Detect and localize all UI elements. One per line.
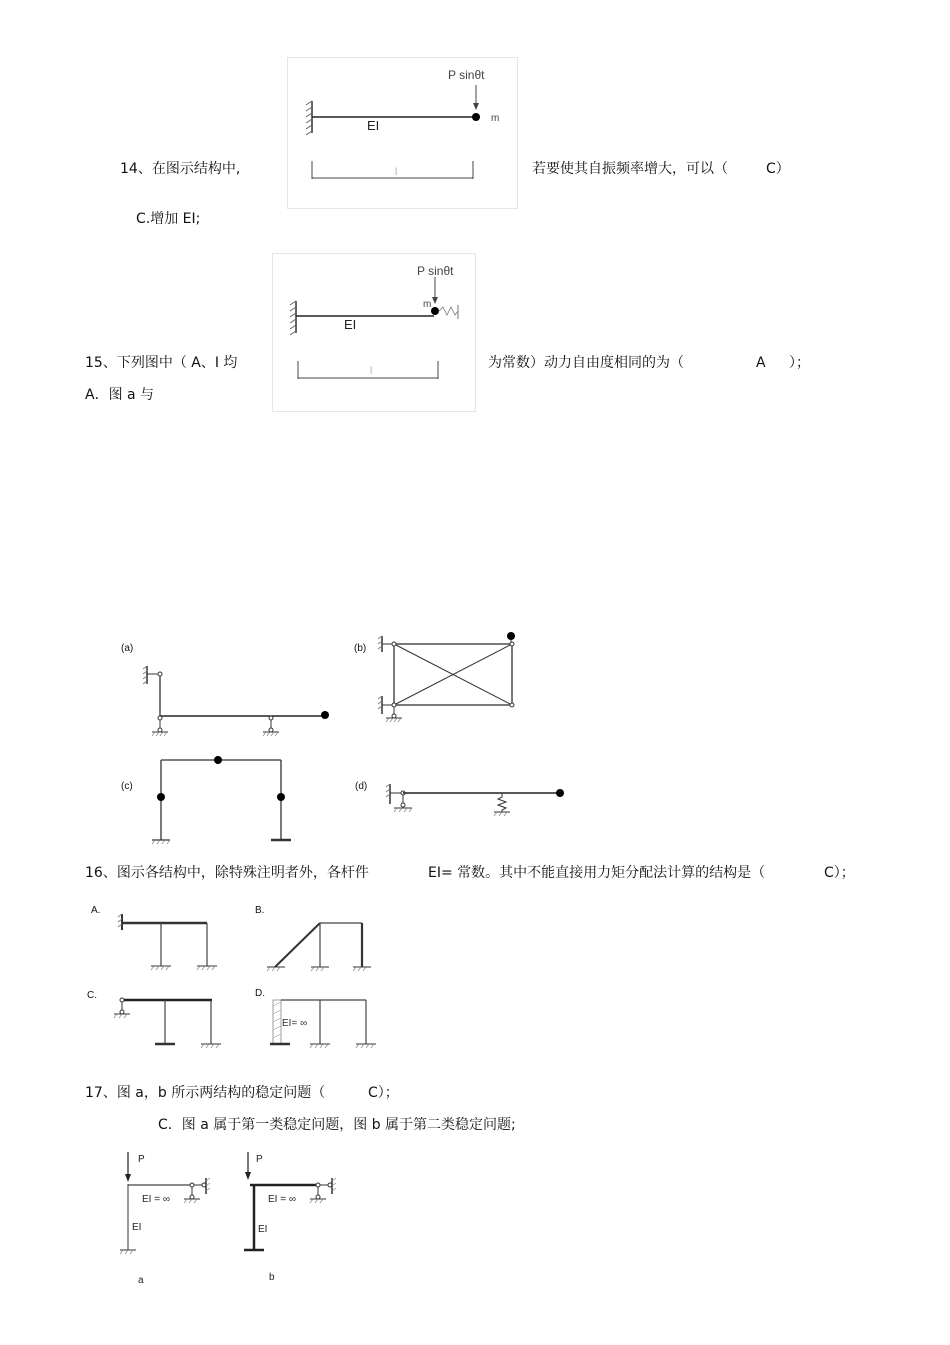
- q16-option-d-label: D.: [255, 988, 265, 999]
- q14-mass-label: m: [491, 113, 500, 124]
- q16-d-ei-label: EI= ∞: [282, 1018, 308, 1029]
- q17b-beam-label: EI = ∞: [268, 1194, 296, 1205]
- q14-question-tail: 若要使其自振频率增大，可以（: [532, 161, 728, 177]
- q16-figure-c: [112, 992, 224, 1052]
- q15-label-c: (c): [121, 781, 133, 792]
- q16-figure-a: [116, 908, 220, 974]
- q17a-column-label: EI: [132, 1222, 142, 1233]
- q17-answer: C）；: [368, 1085, 399, 1101]
- q15-figure-c: [150, 752, 298, 848]
- q15-question: 15、下列图中（ A、I 均: [85, 355, 238, 371]
- q15-figure-b: [374, 630, 524, 726]
- q17-figure-a: [118, 1148, 218, 1288]
- q15-cantilever-figure: [272, 253, 474, 410]
- q15-figure-d: [384, 780, 568, 820]
- q15-ei-label: EI: [344, 317, 357, 332]
- q16-option-a-label: A.: [91, 905, 101, 916]
- q17a-beam-label: EI = ∞: [142, 1194, 170, 1205]
- q17a-load-label: P: [138, 1154, 145, 1165]
- q15-option: A．图 a 与: [85, 387, 155, 403]
- q14-option: C.增加 EI;: [136, 211, 201, 227]
- q15-label-b: (b): [354, 643, 367, 654]
- q16-option-b-label: B.: [255, 905, 265, 916]
- q15-answer: A: [756, 355, 766, 371]
- q16-option-c-label: C.: [87, 990, 97, 1001]
- q15-question-tail: 为常数）动力自由度相同的为（: [488, 355, 684, 371]
- q15-label-d: (d): [355, 781, 368, 792]
- q16-figure-b: [265, 915, 381, 975]
- q14-answer: C）: [766, 161, 790, 177]
- q17-question: 17、图 a，b 所示两结构的稳定问题（: [85, 1085, 326, 1101]
- q16-question: 16、图示各结构中，除特殊注明者外，各杆件: [85, 865, 369, 881]
- q14-length-label: l: [395, 167, 398, 178]
- q15-close: ）；: [789, 355, 810, 371]
- q17-figure-b: [240, 1148, 344, 1288]
- q14-load-label: P sinθt: [448, 68, 485, 82]
- q16-figure-d: [268, 992, 380, 1052]
- q15-label-a: (a): [121, 643, 134, 654]
- q16-question-tail: EI= 常数。其中不能直接用力矩分配法计算的结构是（: [428, 865, 766, 881]
- q17b-load-label: P: [256, 1154, 263, 1165]
- q14-ei-label: EI: [367, 118, 380, 133]
- q15-mass-label: m: [423, 299, 432, 310]
- q14-cantilever-figure: [287, 57, 516, 207]
- q15-figure-a: [138, 660, 338, 740]
- q17b-column-label: EI: [258, 1224, 268, 1235]
- q16-answer: C）；: [824, 865, 855, 881]
- q15-load-label: P sinθt: [417, 264, 454, 278]
- q17-option: C．图 a 属于第一类稳定问题，图 b 属于第二类稳定问题;: [158, 1117, 516, 1133]
- q17b-caption: b: [269, 1272, 275, 1283]
- q14-number: 14、在图示结构中,: [120, 161, 241, 177]
- q17a-caption: a: [138, 1275, 144, 1286]
- q15-length-label: l: [370, 366, 373, 377]
